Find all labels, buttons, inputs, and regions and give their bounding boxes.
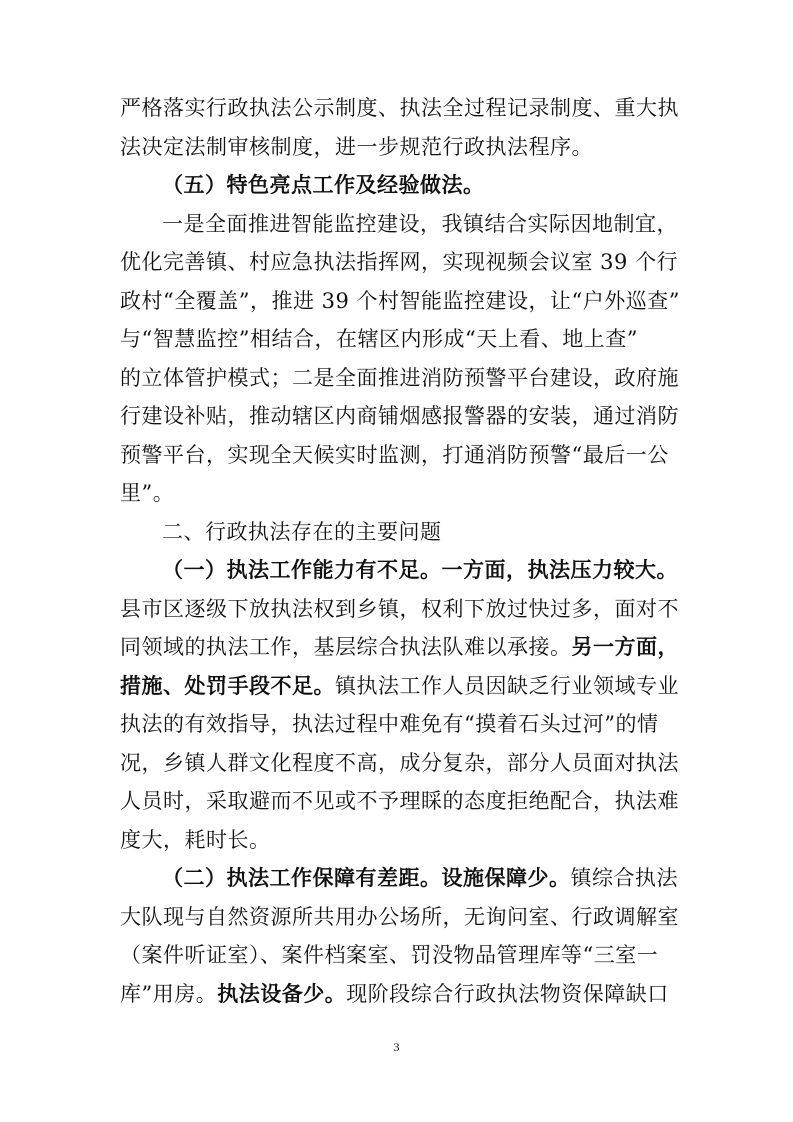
paragraph-line: 里”。 — [120, 481, 175, 505]
paragraph-line: 人员时，采取避而不见或不予理睬的态度拒绝配合，执法难 — [120, 789, 679, 813]
paragraph-line: 执法的有效指导，执法过程中难免有“摸着石头过河”的情 — [120, 712, 659, 736]
paragraph-line — [120, 980, 680, 1008]
paragraph-line: 县市区逐级下放执法权到乡镇，权利下放过快过多，面对不 — [120, 596, 679, 621]
subsection-heading-one: （一）执法工作能力有不足。一方面，执法压力较大。 — [162, 557, 678, 582]
page-number: 3 — [393, 1040, 400, 1054]
text-run: 镇执法工作人员因缺乏行业领域专业 — [335, 673, 679, 698]
paragraph-line: 优化完善镇、村应急执法指挥网，实现视频会议室 39 个行 — [120, 250, 679, 274]
bold-text-run: 另一方面， — [571, 634, 679, 659]
text-run: 镇综合执法 — [570, 866, 678, 890]
section-heading-five: （五）特色亮点工作及经验做法。 — [162, 172, 485, 197]
paragraph-line: 度大，耗时长。 — [120, 827, 271, 852]
paragraph-line: 与“智慧监控”相结合，在辖区内形成“天上看、地上查” — [120, 327, 638, 351]
paragraph-line: 法决定法制审核制度，进一步规范行政执法程序。 — [120, 134, 593, 159]
paragraph-line: 况，乡镇人群文化程度不高，成分复杂，部分人员面对执法 — [120, 750, 679, 775]
subsection-heading-two — [162, 864, 722, 892]
paragraph-line: 大队现与自然资源所共用办公场所，无询问室、行政调解室 — [120, 904, 679, 929]
paragraph-line: 的立体管护模式；二是全面推进消防预警平台建设，政府施 — [120, 365, 679, 390]
paragraph-line — [120, 672, 680, 700]
bold-text-run: 措施、处罚手段不足。 — [120, 672, 335, 698]
text-run: 现阶段综合行政执法物资保障缺口 — [346, 981, 669, 1006]
bold-text-run: 执法设备少。 — [217, 980, 347, 1006]
text-run: 同领域的执法工作，基层综合执法队难以承接。 — [120, 635, 572, 659]
text-run: 库”用房。 — [120, 981, 218, 1006]
paragraph-line: （案件听证室）、案件档案室、罚没物品管理库等“三室一 — [120, 943, 659, 967]
paragraph-line: 行建设补贴，推动辖区内商铺烟感报警器的安装，通过消防 — [120, 404, 679, 428]
bold-text-run: （二）执法工作保障有差距。设施保障少。 — [162, 865, 571, 890]
paragraph-line: 严格落实行政执法公示制度、执法全过程记录制度、重大执 — [120, 96, 679, 120]
paragraph-line — [120, 633, 680, 661]
paragraph-line: 一是全面推进智能监控建设，我镇结合实际因地制宜， — [162, 211, 678, 236]
paragraph-line: 预警平台，实现全天候实时监测，打通消防预警“最后一公 — [120, 442, 669, 467]
section-heading-two: 二、行政执法存在的主要问题 — [162, 519, 442, 544]
paragraph-line: 政村“全覆盖”，推进 39 个村智能监控建设，让“户外巡查” — [120, 288, 681, 313]
